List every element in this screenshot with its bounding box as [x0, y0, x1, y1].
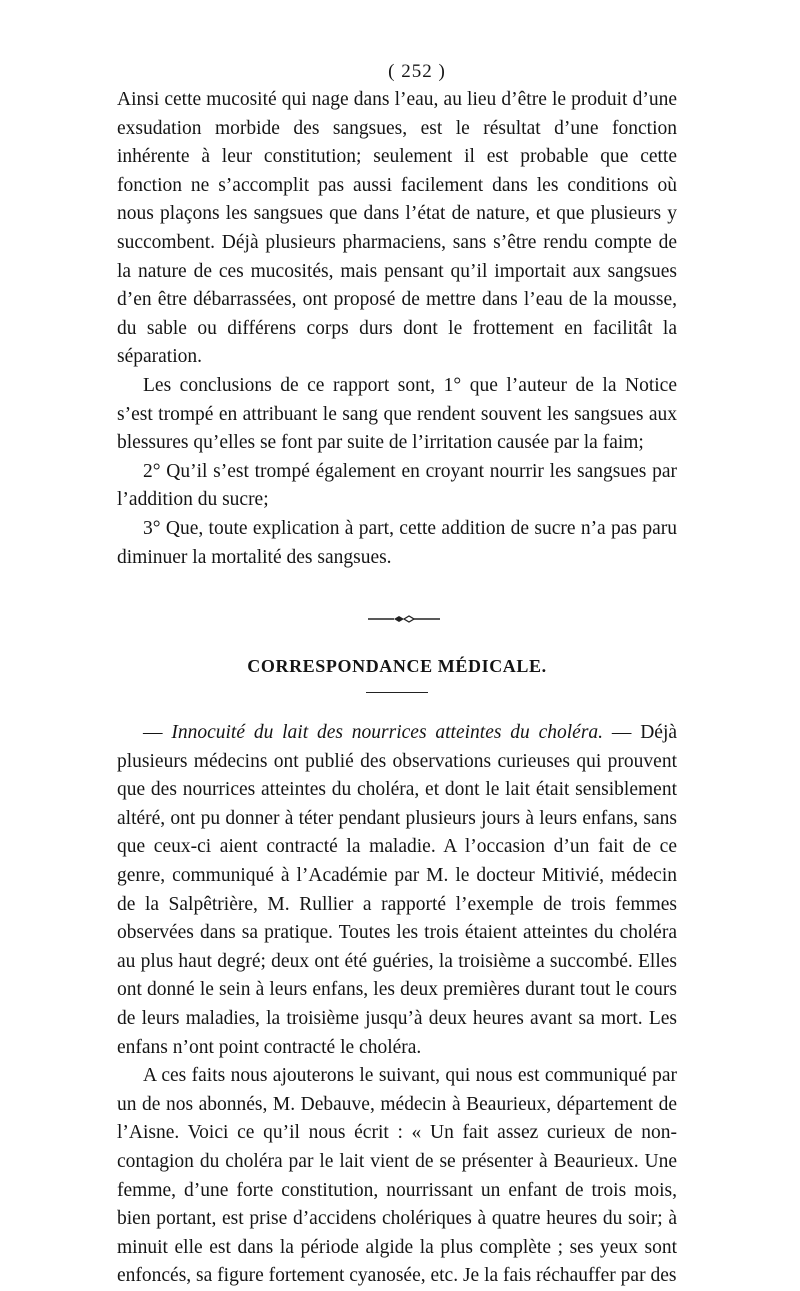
paragraph-conclusion-3: 3° Que, toute explication à part, cette addition de sucre n’a pas paru diminuer la mortalité des sangsues. [117, 517, 677, 568]
paragraph-debauve: A ces faits nous ajouterons le suivant, qui nous est communiqué par un de nos abonnés, M. Debauve, médecin à Beaurieux, département de l’Aisne. Voici ce qu’il nous écrit : « Un fait assez curieux de non-contagion du choléra par le lait vient de se présenter à Beaurieux. Une femme, d’une forte constitution, nourrissant un enfant de trois mois, bien portant, est prise d’accidens cholériques à quatre heures du soir; à minuit elle est dans la période algide la plus complète ; ses yeux sont enfoncés, sa figure fortement cyanosée, etc. Je la fais réchauffer par des [117, 1065, 677, 1287]
section-title: CORRESPONDANCE MÉDICALE. [247, 656, 547, 677]
title-underline-rule [366, 692, 428, 693]
book-page [117, 58, 677, 1291]
paragraph-conclusions: Les conclusions de ce rapport sont, 1° que l’auteur de la Notice s’est trompé en attribuant le sang que rendent souvent les sangsues aux blessures qu’elles se font par suite de l’irritation causée par la faim; [117, 374, 677, 454]
section-ornament [131, 612, 677, 626]
paragraph-conclusion-2: 2° Qu’il s’est trompé également en croyant nourrir les sangsues par l’addition du sucre; [117, 460, 677, 511]
page-number: ( 252 ) [388, 61, 446, 82]
paragraph-innocuite [117, 719, 677, 1062]
ornament-divider-icon [366, 613, 442, 625]
paragraph-mucosite: Ainsi cette mucosité qui nage dans l’eau, au lieu d’être le produit d’une exsudation morbide des sangsues, est le résultat d’une fonction inhérente à leur constitution; seulement il est probable que cette fonction ne s’accomplit pas aussi facilement dans les conditions où nous plaçons les sangsues que dans l’état de nature, et que plusieurs y succombent. Déjà plusieurs pharmaciens, sans s’être rendu compte de la nature de ces mucosités, mais pensant qu’il importait aux sangsues d’en être débarrassées, ont proposé de mettre dans l’eau de la mousse, du sable ou différens corps durs dont le frottement en facilitât la séparation. [117, 89, 677, 368]
paragraph-heading-italic: Innocuité du lait des nourrices atteintes du choléra. [171, 722, 604, 744]
lead-dash: — [143, 722, 172, 744]
paragraph-innocuite-body: — Déjà plusieurs médecins ont publié des observations curieuses qui prouvent que des nourrices atteintes du choléra, et dont le lait était sensiblement altéré, ont pu donner à téter pendant plusieurs jours à leurs enfans, sans que ceux-ci aient contracté la maladie. A l’occasion d’un fait de ce genre, communiqué à l’Académie par M. le docteur Mitivié, médecin de la Salpêtrière, M. Rullier a rapporté l’exemple de trois femmes observées dans sa pratique. Toutes les trois étaient atteintes du choléra au plus haut degré; deux ont été guéries, la troisième a succombé. Elles ont donné le sein à leurs enfans, les deux premières durant tout le cours de leurs maladies, la troisième jusqu’à deux heures avant sa mort. Les enfans n’ont point contracté le choléra. [117, 722, 678, 1058]
